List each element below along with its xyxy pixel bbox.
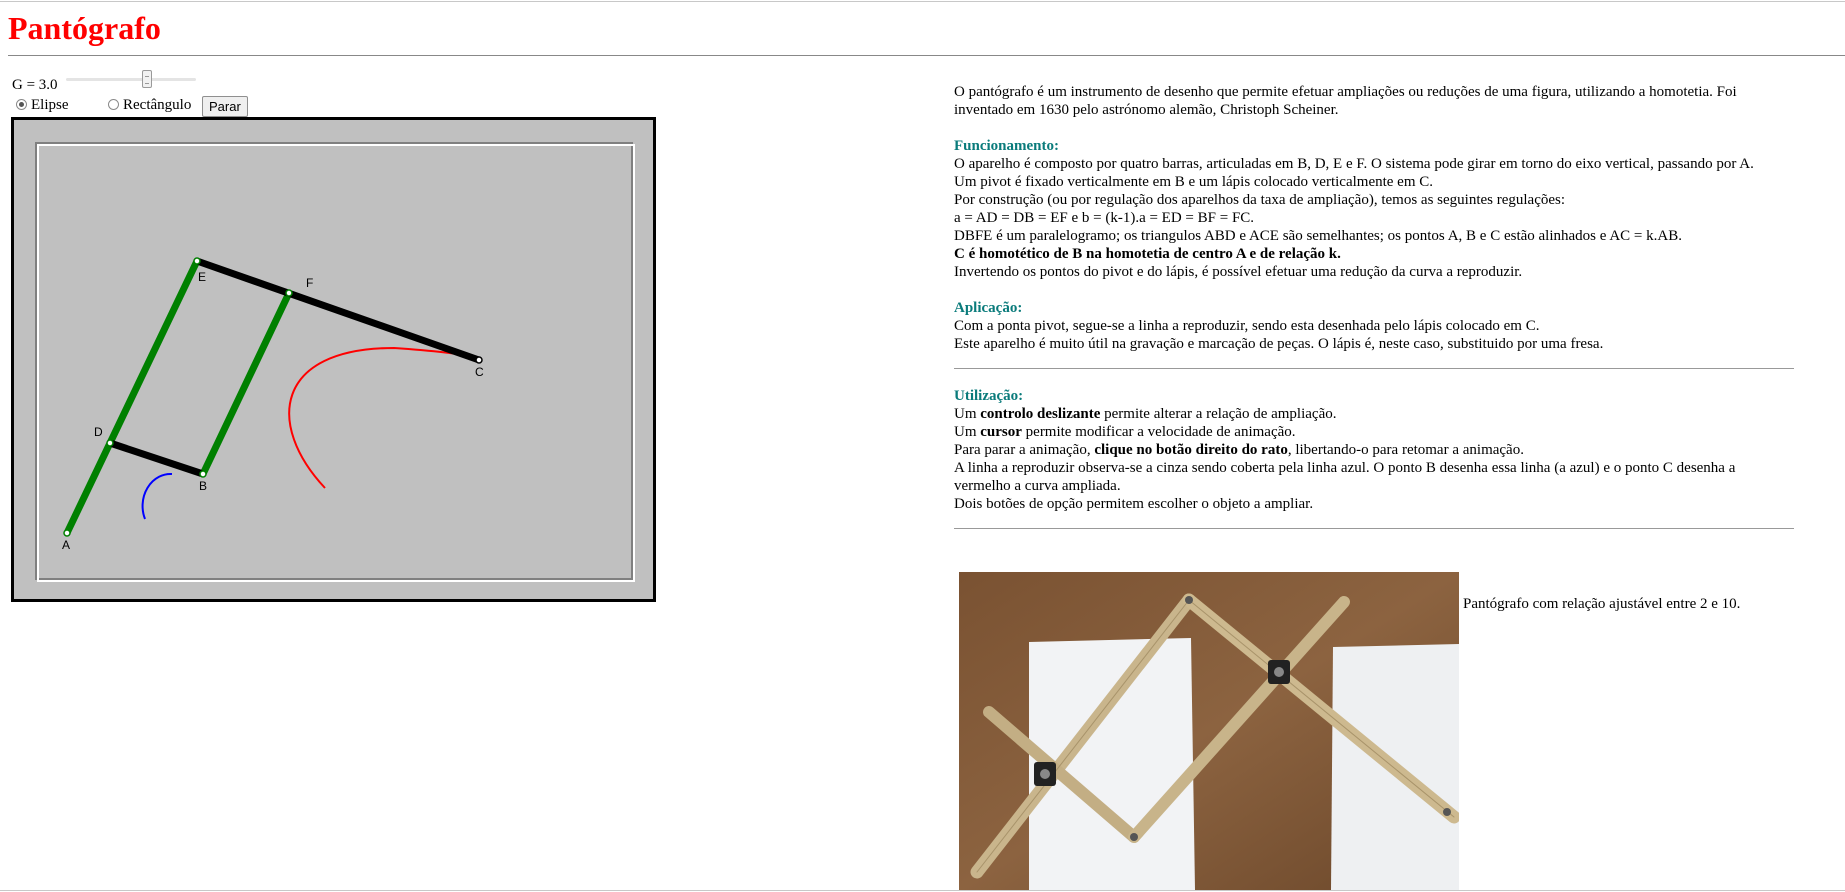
label-C: C <box>475 365 484 379</box>
magnification-label: G = 3.0 <box>12 77 58 93</box>
label-F: F <box>306 276 314 290</box>
magnification-slider[interactable] <box>66 69 196 91</box>
radio-rectangle-button[interactable] <box>108 99 119 110</box>
utilizacao-line <box>954 423 1794 441</box>
joint-A <box>64 530 70 536</box>
aplicacao-line: Este aparelho é muito útil na gravação e marcação de peças. O lápis é, neste caso, substituido por uma fresa. <box>954 336 1604 352</box>
funcionamento-line: Um pivot é fixado verticalmente em B e um lápis colocado verticalmente em C. <box>954 174 1434 190</box>
utilizacao-bold: controlo deslizante <box>980 406 1101 422</box>
blue-trace-curve <box>143 474 172 519</box>
photo-caption: Pantógrafo com relação ajustável entre 2 e 10. <box>1463 596 1741 612</box>
frame-highlight <box>38 145 634 581</box>
section-heading-aplicacao: Aplicação: <box>954 300 1023 316</box>
utilizacao-text: , libertando-o para retomar a animação. <box>1287 442 1524 458</box>
utilizacao-text: permite alterar a relação de ampliação. <box>1100 406 1337 422</box>
utilizacao-line: A linha a reproduzir observa-se a cinza sendo coberta pela linha azul. O ponto B desenha essa linha (a azul) e o ponto C desenha a vermelho a curva ampliada. <box>954 460 1736 494</box>
funcionamento-line: Invertendo os pontos do pivot e do lápis, é possível efetuar uma redução da curva a reproduzir. <box>954 264 1523 280</box>
slider-thumb[interactable] <box>142 70 152 88</box>
utilizacao-bold: clique no botão direito do rato <box>1094 442 1288 458</box>
utilizacao-text: Um <box>954 424 981 440</box>
page-title: Pantógrafo <box>8 10 161 46</box>
radio-ellipse[interactable] <box>16 97 69 114</box>
funcionamento-line: O aparelho é composto por quatro barras, articuladas em B, D, E e F. O sistema pode girar em torno do eixo vertical, passando por A. <box>954 156 1754 172</box>
title-divider <box>8 55 1845 56</box>
pantograph-canvas[interactable] <box>14 120 653 599</box>
joint-B <box>200 471 206 477</box>
arm-D-B <box>110 443 203 474</box>
utilizacao-line <box>954 441 1794 459</box>
label-E: E <box>198 270 207 284</box>
label-A: A <box>62 538 71 552</box>
utilizacao-line: Dois botões de opção permitem escolher o objeto a ampliar. <box>954 496 1314 512</box>
pantograph-photo <box>959 572 1459 890</box>
section-divider <box>954 528 1794 529</box>
utilizacao-bold: cursor <box>980 424 1022 440</box>
joint-F <box>286 290 292 296</box>
radio-ellipse-button[interactable] <box>16 99 27 110</box>
funcionamento-line-bold: C é homotético de B na homotetia de centro A e de relação k. <box>954 246 1341 262</box>
radio-ellipse-label: Elipse <box>31 97 69 113</box>
section-heading-funcionamento: Funcionamento: <box>954 138 1059 154</box>
label-B: B <box>199 479 208 493</box>
slider-track[interactable] <box>66 78 196 81</box>
section-heading-utilizacao: Utilização: <box>954 388 1024 404</box>
red-enlarged-curve <box>289 348 479 488</box>
stop-button[interactable]: Parar <box>202 96 248 117</box>
joint-C <box>476 357 482 363</box>
funcionamento-line: a = AD = DB = EF e b = (k-1).a = ED = BF = FC. <box>954 210 1255 226</box>
utilizacao-text: Um <box>954 406 981 422</box>
label-D: D <box>94 425 103 439</box>
funcionamento-line: Por construção (ou por regulação dos aparelhos da taxa de ampliação), temos as seguintes regulações: <box>954 192 1566 208</box>
utilizacao-text: Para parar a animação, <box>954 442 1095 458</box>
top-border <box>0 1 1845 2</box>
pantograph-applet[interactable] <box>11 117 656 602</box>
utilizacao-line <box>954 405 1794 423</box>
radio-rectangle[interactable] <box>108 97 191 114</box>
arm-B-F <box>203 293 289 474</box>
pantograph-photo-drawing <box>959 572 1459 890</box>
frame-shadow <box>36 143 632 579</box>
radio-rectangle-label: Rectângulo <box>123 97 192 113</box>
intro-paragraph: O pantógrafo é um instrumento de desenho que permite efetuar ampliações ou reduções de uma figura, utilizando a homotetia. Foi inventado em 1630 pelo astrónomo alemão, Christoph Scheiner. <box>954 84 1737 118</box>
joint-D <box>107 440 113 446</box>
aplicacao-line: Com a ponta pivot, segue-se a linha a reproduzir, sendo esta desenhada pelo lápis colocado em C. <box>954 318 1540 334</box>
description-column <box>954 83 1794 529</box>
arm-E-C <box>197 261 479 360</box>
arm-A-E <box>67 261 197 533</box>
bottom-border <box>0 890 1845 891</box>
utilizacao-text: permite modificar a velocidade de animação. <box>1021 424 1296 440</box>
funcionamento-line: DBFE é um paralelogramo; os triangulos ABD e ACE são semelhantes; os pontos A, B e C estão alinhados e AC = k.AB. <box>954 228 1682 244</box>
joint-E <box>194 258 200 264</box>
